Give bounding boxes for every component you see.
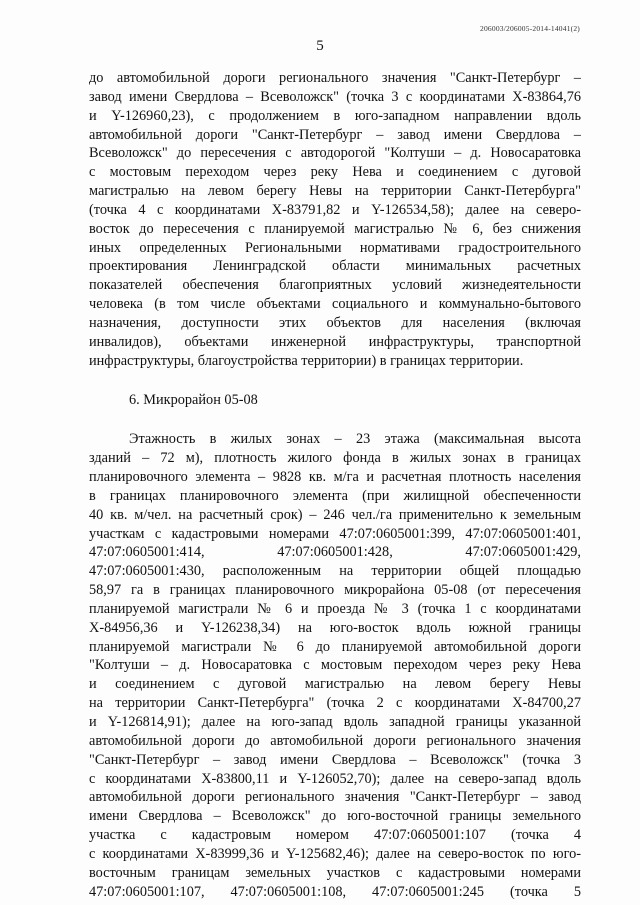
text-line: инфраструктуры, благоустройства территории) в границах территории. (89, 352, 524, 369)
text-line: иных определенных Региональными нормативами градостроительного (89, 239, 581, 256)
text-line: инвалидов), объектами инженерной инфраструктуры, транспортной (89, 333, 581, 350)
document-id: 206003/206005-2014-14041(2) (480, 24, 580, 33)
text-line: Этажность в жилых зонах – 23 этажа (максимальная высота (129, 431, 581, 448)
document-body (89, 69, 581, 901)
text-line: до автомобильной дороги регионального значения "Санкт-Петербург – (89, 70, 581, 86)
text-line: восточным границам земельных участков с кадастровыми номерами (89, 864, 581, 881)
text-line: участка с кадастровым номером 47:07:0605001:107 (точка 4 (89, 827, 581, 844)
text-line: планировочного элемента – 9828 кв. м/га и расчетная плотность населения (89, 469, 581, 486)
text-line: автомобильной дороги до автомобильной дороги регионального значения (89, 732, 581, 749)
text-line: на территории Санкт-Петербурга" (точка 2 с координатами Х-84700,27 (89, 695, 581, 712)
text-line: завод имени Свердлова – Всеволожск" (точка 3 с координатами Х-83864,76 (89, 88, 581, 105)
text-line: восток до пересечения с планируемой магистралью № 6, без снижения (89, 220, 581, 237)
paragraph-microdistrict-05-08 (89, 430, 581, 901)
text-line: и Y-126814,91); далее на юго-запад вдоль западной границы указанной (89, 714, 581, 730)
text-line: с мостовым переходом через реку Нева и соединением с дуговой (89, 164, 581, 181)
text-line: зданий – 72 м), плотность жилого фонда в жилых зонах в границах (89, 450, 581, 467)
text-line: имени Свердлова – Всеволожск" до юго-восточной границы земельного (89, 808, 581, 825)
text-line: Х-84956,36 и Y-126238,34) на юго-восток вдоль южной границы (89, 619, 581, 636)
text-line: в границах планировочного элемента (при жилищной обеспеченности (89, 487, 581, 504)
text-line: "Санкт-Петербург – завод имени Свердлова – Всеволожск" (точка 3 (89, 751, 581, 768)
paragraph-continuation (89, 69, 581, 371)
text-line: 47:07:0605001:430, расположенным на территории общей площадью (89, 563, 581, 580)
text-line: участкам с кадастровыми номерами 47:07:0605001:399, 47:07:0605001:401, (89, 525, 581, 542)
page-number: 5 (316, 38, 324, 54)
text-line: автомобильной дороги регионального значения "Санкт-Петербург – завод (89, 789, 581, 806)
text-line: магистралью на левом берегу Невы на территории Санкт-Петербурга" (89, 183, 581, 200)
text-line: Всеволожск" до пересечения с автодорогой "Колтуши – д. Новосаратовка (89, 145, 581, 162)
text-line: (точка 4 с координатами Х-83791,82 и Y-126534,58); далее на северо- (89, 201, 581, 218)
text-line: планируемой магистрали № 6 до планируемой автомобильной дороги (89, 638, 581, 655)
text-line: человека (в том числе объектами социального и коммунально-бытового (89, 296, 581, 313)
text-line: с координатами Х-83800,11 и Y-126052,70); далее на северо-запад вдоль (89, 770, 581, 787)
text-line: показателей обеспечения благоприятных условий жизнедеятельности (89, 277, 581, 294)
text-line: проектирования Ленинградской области минимальных расчетных (89, 258, 581, 275)
text-line: 40 кв. м/чел. на расчетный срок) – 246 чел./га применительно к земельным (89, 506, 581, 523)
text-line: и соединением с дуговой магистралью на левом берегу Невы (89, 676, 581, 693)
text-line: планируемой магистрали № 6 и проезда № 3 (точка 1 с координатами (89, 600, 581, 617)
text-line: "Колтуши – д. Новосаратовка с мостовым переходом через реку Нева (89, 657, 581, 674)
text-line: 47:07:0605001:107, 47:07:0605001:108, 47:07:0605001:245 (точка 5 (89, 883, 581, 900)
text-line: с координатами Х-83999,36 и Y-125682,46); далее на северо-восток по юго- (89, 845, 581, 862)
section-heading: 6. Микрорайон 05-08 (129, 391, 258, 408)
text-line: автомобильной дороги "Санкт-Петербург – завод имени Свердлова – (89, 126, 581, 143)
text-line: 58,97 га в границах планировочного микрорайона 05-08 (от пересечения (89, 582, 581, 599)
text-line: 47:07:0605001:414, 47:07:0605001:428, 47:07:0605001:429, (89, 544, 581, 561)
text-line: назначения, доступности этих объектов для населения (включая (89, 314, 581, 331)
text-line: и Y-126960,23), с продолжением в юго-западном направлении вдоль (89, 107, 581, 124)
